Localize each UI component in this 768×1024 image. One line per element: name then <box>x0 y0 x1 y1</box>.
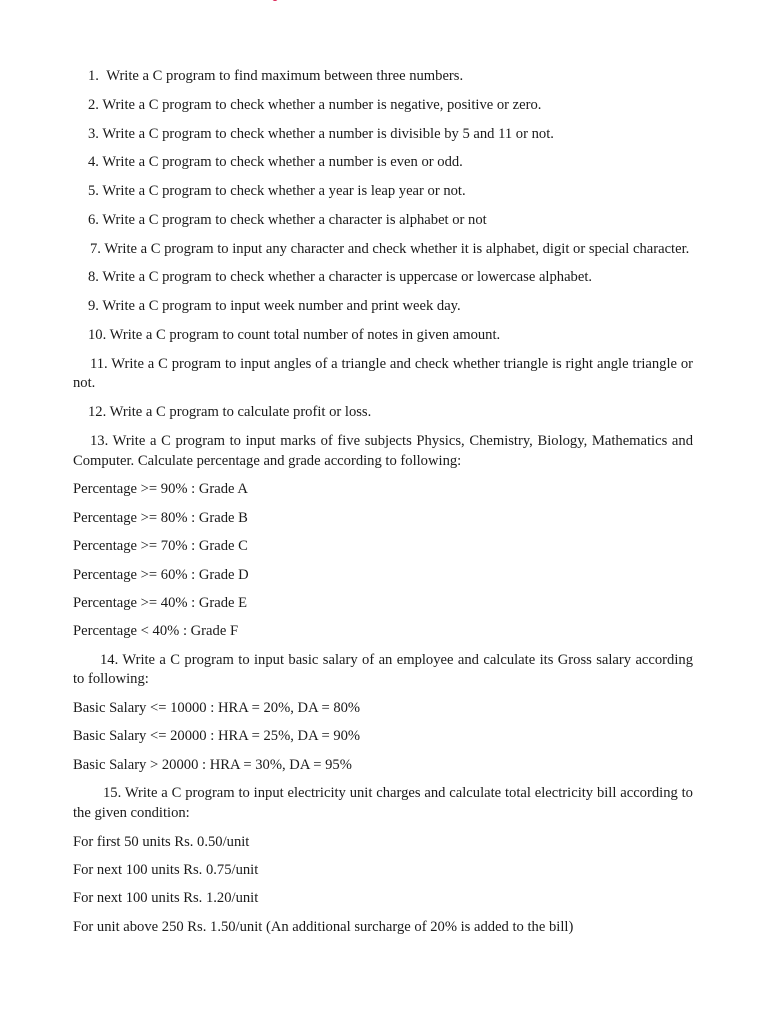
question-text: Write a C program to check whether a number is negative, positive or zero. <box>102 96 542 113</box>
salary-rule: Basic Salary <= 20000 : HRA = 25%, DA = 90% <box>73 728 361 745</box>
question-item-10 <box>73 326 693 346</box>
question-number: 11. <box>90 355 108 372</box>
question-number: 8. <box>88 269 99 286</box>
question-text: Write a C program to input marks of five subjects Physics, Chemistry, Biology, Mathematics and Computer. Calculate percentage and grade according to following: <box>73 432 693 469</box>
question-text: Write a C program to input any character and check whether it is alphabet, digit or special character. <box>104 240 690 257</box>
question-item-5 <box>73 182 693 202</box>
question-item-2 <box>73 96 693 116</box>
question-number: 2. <box>88 96 99 113</box>
question-number: 1. <box>88 68 99 84</box>
question-item-6 <box>73 211 693 231</box>
grade-rule: Percentage >= 60% : Grade D <box>73 566 249 583</box>
question-text: Write a C program to count total number of notes in given amount. <box>109 327 501 344</box>
question-item-8 <box>73 268 693 288</box>
question-number: 5. <box>88 183 99 200</box>
question-text: Write a C program to check whether a character is alphabet or not <box>102 211 487 228</box>
question-number: 3. <box>88 125 99 142</box>
question-number: 13. <box>90 432 109 449</box>
question-text: Write a C program to find maximum between three numbers. <box>106 68 464 84</box>
question-item-4 <box>73 153 693 173</box>
question-number: 12. <box>88 404 107 421</box>
salary-rule: Basic Salary <= 10000 : HRA = 20%, DA = 80% <box>73 700 361 717</box>
question-text: Write a C program to input week number and print week day. <box>102 298 461 315</box>
question-list <box>73 67 693 946</box>
question-item-3 <box>73 125 693 145</box>
question-item-7 <box>73 240 693 260</box>
question-item-12 <box>73 403 693 423</box>
question-text: Write a C program to input basic salary of an employee and calculate its Gross salary according to following: <box>73 651 693 688</box>
question-text: Write a C program to check whether a year is leap year or not. <box>102 183 466 200</box>
electricity-rule: For unit above 250 Rs. 1.50/unit (An additional surcharge of 20% is added to the bill) <box>73 918 574 935</box>
red-ink-mark <box>272 0 278 1</box>
question-item-14 <box>73 651 693 690</box>
question-number: 4. <box>88 154 99 171</box>
grade-rule: Percentage >= 90% : Grade A <box>73 481 248 498</box>
question-number: 15. <box>103 785 122 802</box>
question-item-15 <box>73 784 693 823</box>
electricity-rule: For next 100 units Rs. 0.75/unit <box>73 862 259 878</box>
question-text: Write a C program to input electricity unit charges and calculate total electricity bill according to the given condition: <box>73 785 693 821</box>
question-number: 10. <box>88 327 107 344</box>
question-text: Write a C program to check whether a number is even or odd. <box>102 154 463 171</box>
grade-rule: Percentage >= 80% : Grade B <box>73 509 248 526</box>
question-number: 9. <box>88 298 99 315</box>
question-item-13 <box>73 432 693 471</box>
grade-rule: Percentage < 40% : Grade F <box>73 623 239 640</box>
electricity-rule: For first 50 units Rs. 0.50/unit <box>73 833 250 850</box>
question-number: 7. <box>90 240 101 257</box>
grade-rule: Percentage >= 70% : Grade C <box>73 538 248 555</box>
salary-rule: Basic Salary > 20000 : HRA = 30%, DA = 95% <box>73 756 352 773</box>
question-number: 14. <box>100 651 119 668</box>
question-number: 6. <box>88 211 99 228</box>
grade-rule: Percentage >= 40% : Grade E <box>73 594 248 611</box>
question-text: Write a C program to calculate profit or loss. <box>109 404 372 421</box>
question-item-11 <box>73 355 693 394</box>
question-item-9 <box>73 297 693 317</box>
question-item-1 <box>73 67 693 87</box>
question-text: Write a C program to check whether a number is divisible by 5 and 11 or not. <box>102 125 554 142</box>
question-text: Write a C program to check whether a character is uppercase or lowercase alphabet. <box>102 269 593 286</box>
electricity-rule: For next 100 units Rs. 1.20/unit <box>73 890 259 907</box>
question-text: Write a C program to input angles of a triangle and check whether triangle is right angle triangle or not. <box>73 355 693 392</box>
